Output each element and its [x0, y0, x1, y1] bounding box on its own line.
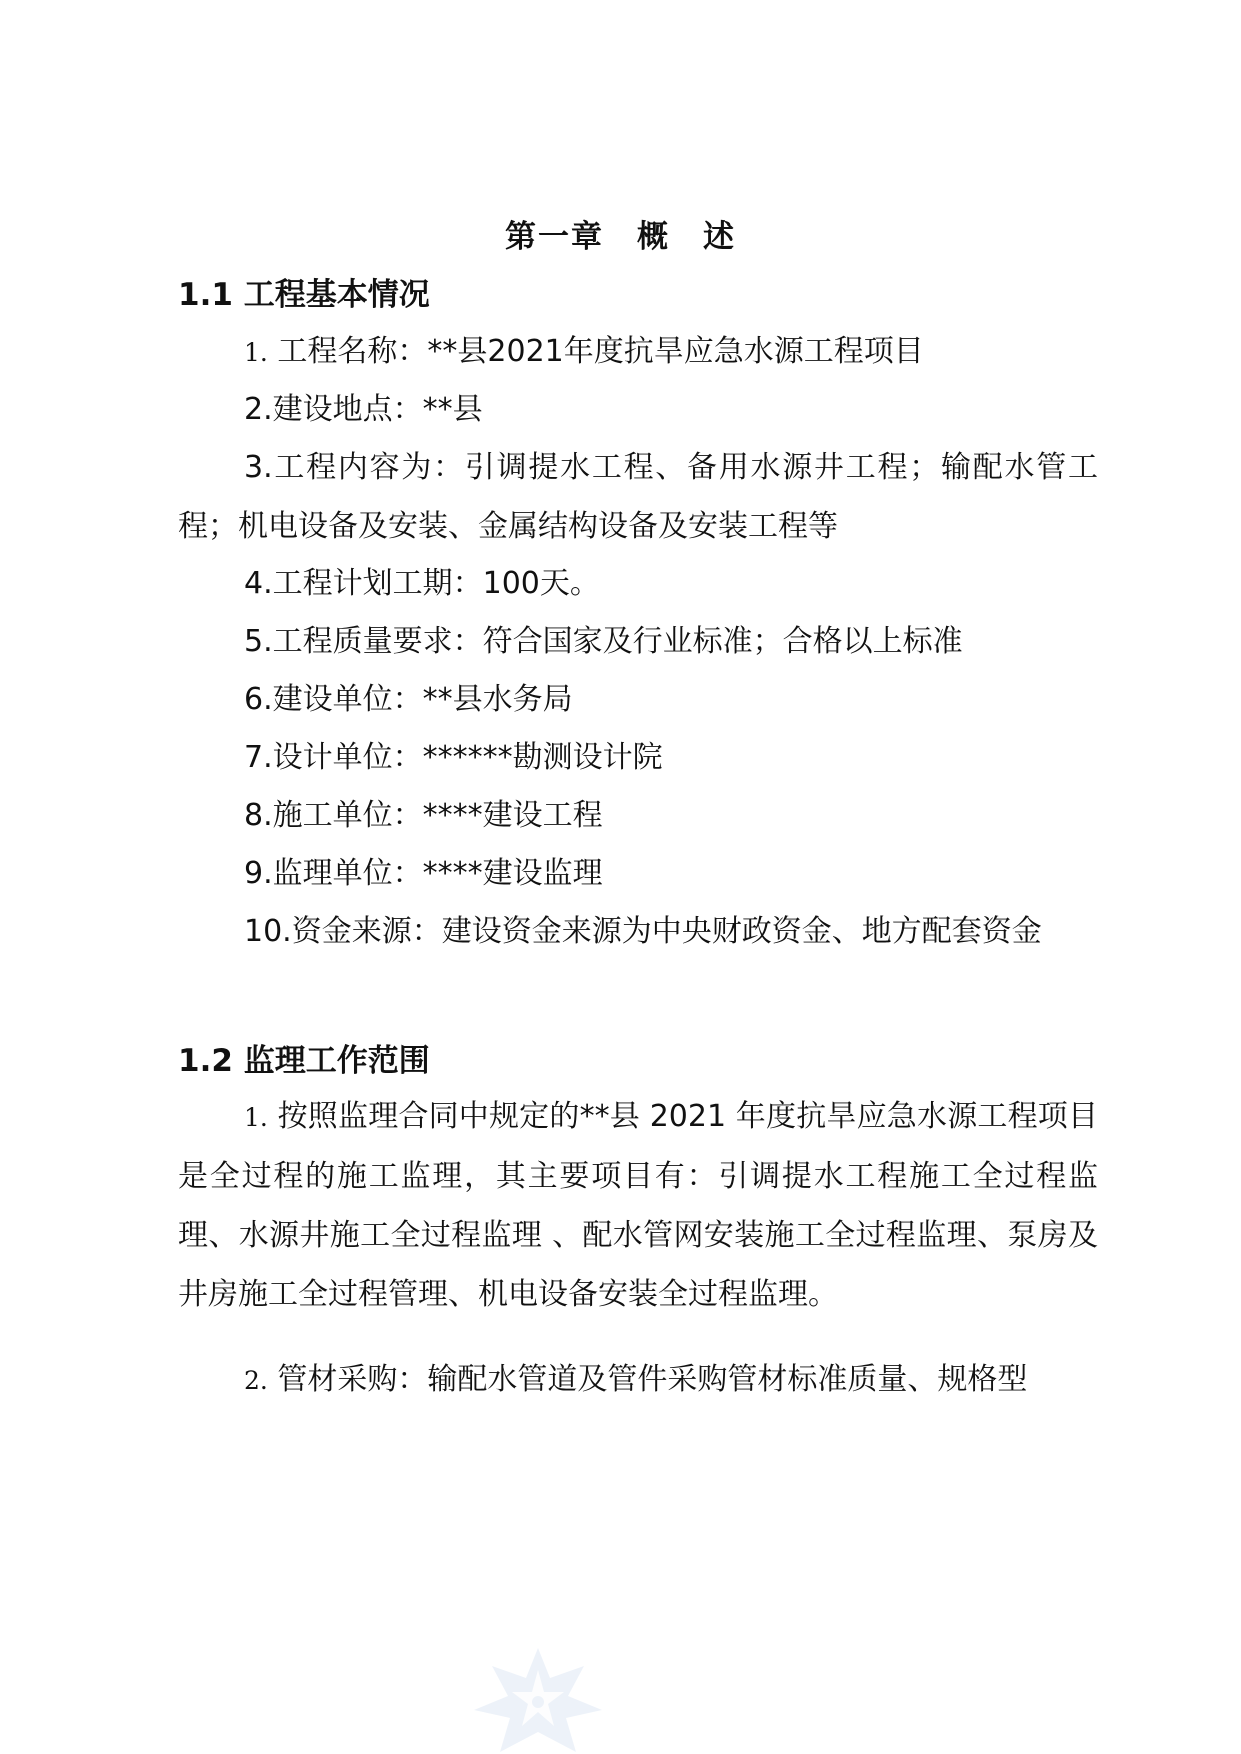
list-item: [178, 1087, 1098, 1324]
list-item: [178, 786, 1098, 845]
list-item: [178, 844, 1098, 903]
list-item: [178, 1350, 1098, 1410]
list-item: [178, 438, 1098, 556]
item-number: 2.: [244, 1366, 268, 1395]
item-text: 6.建设单位：**县水务局: [244, 682, 573, 717]
item-text: 7.设计单位：******勘测设计院: [244, 740, 663, 775]
item-text: 8.施工单位：****建设工程: [244, 798, 603, 833]
item-text: 9.监理单位：****建设监理: [244, 856, 603, 891]
section-heading-1-2: 1.2 监理工作范围: [178, 1043, 430, 1079]
list-item: [178, 902, 1098, 961]
item-number: 1.: [244, 338, 268, 367]
chapter-title: 第一章 概 述: [505, 219, 736, 255]
item-text: 工程名称：**县2021年度抗旱应急水源工程项目: [267, 334, 924, 369]
item-text: 2.建设地点：**县: [244, 392, 483, 427]
list-item: [178, 728, 1098, 787]
item-number: 1.: [244, 1103, 268, 1132]
list-item: [178, 554, 1098, 613]
list-item: [178, 322, 1098, 382]
list-item: [178, 380, 1098, 439]
item-text: 10.资金来源：建设资金来源为中央财政资金、地方配套资金: [244, 914, 1042, 949]
item-text: 管材采购：输配水管道及管件采购管材标准质量、规格型: [267, 1362, 1028, 1397]
list-item: [178, 670, 1098, 729]
star-watermark-icon: [468, 1648, 608, 1754]
item-text: 按照监理合同中规定的**县 2021 年度抗旱应急水源工程项目是全过程的施工监理，其主要项目有：引调提水工程施工全过程监理、水源井施工全过程监理 、配水管网安装施工全过程监理、泵房及井房施工全过程管理、机电设备安装全过程监理。: [178, 1099, 1098, 1312]
list-item: [178, 612, 1098, 671]
item-text: 5.工程质量要求：符合国家及行业标准；合格以上标准: [244, 624, 963, 659]
item-text: 4.工程计划工期：100天。: [244, 566, 600, 601]
section-heading-1-1: 1.1 工程基本情况: [178, 277, 430, 313]
item-text: 3.工程内容为：引调提水工程、备用水源井工程；输配水管工程；机电设备及安装、金属结构设备及安装工程等: [178, 450, 1098, 544]
